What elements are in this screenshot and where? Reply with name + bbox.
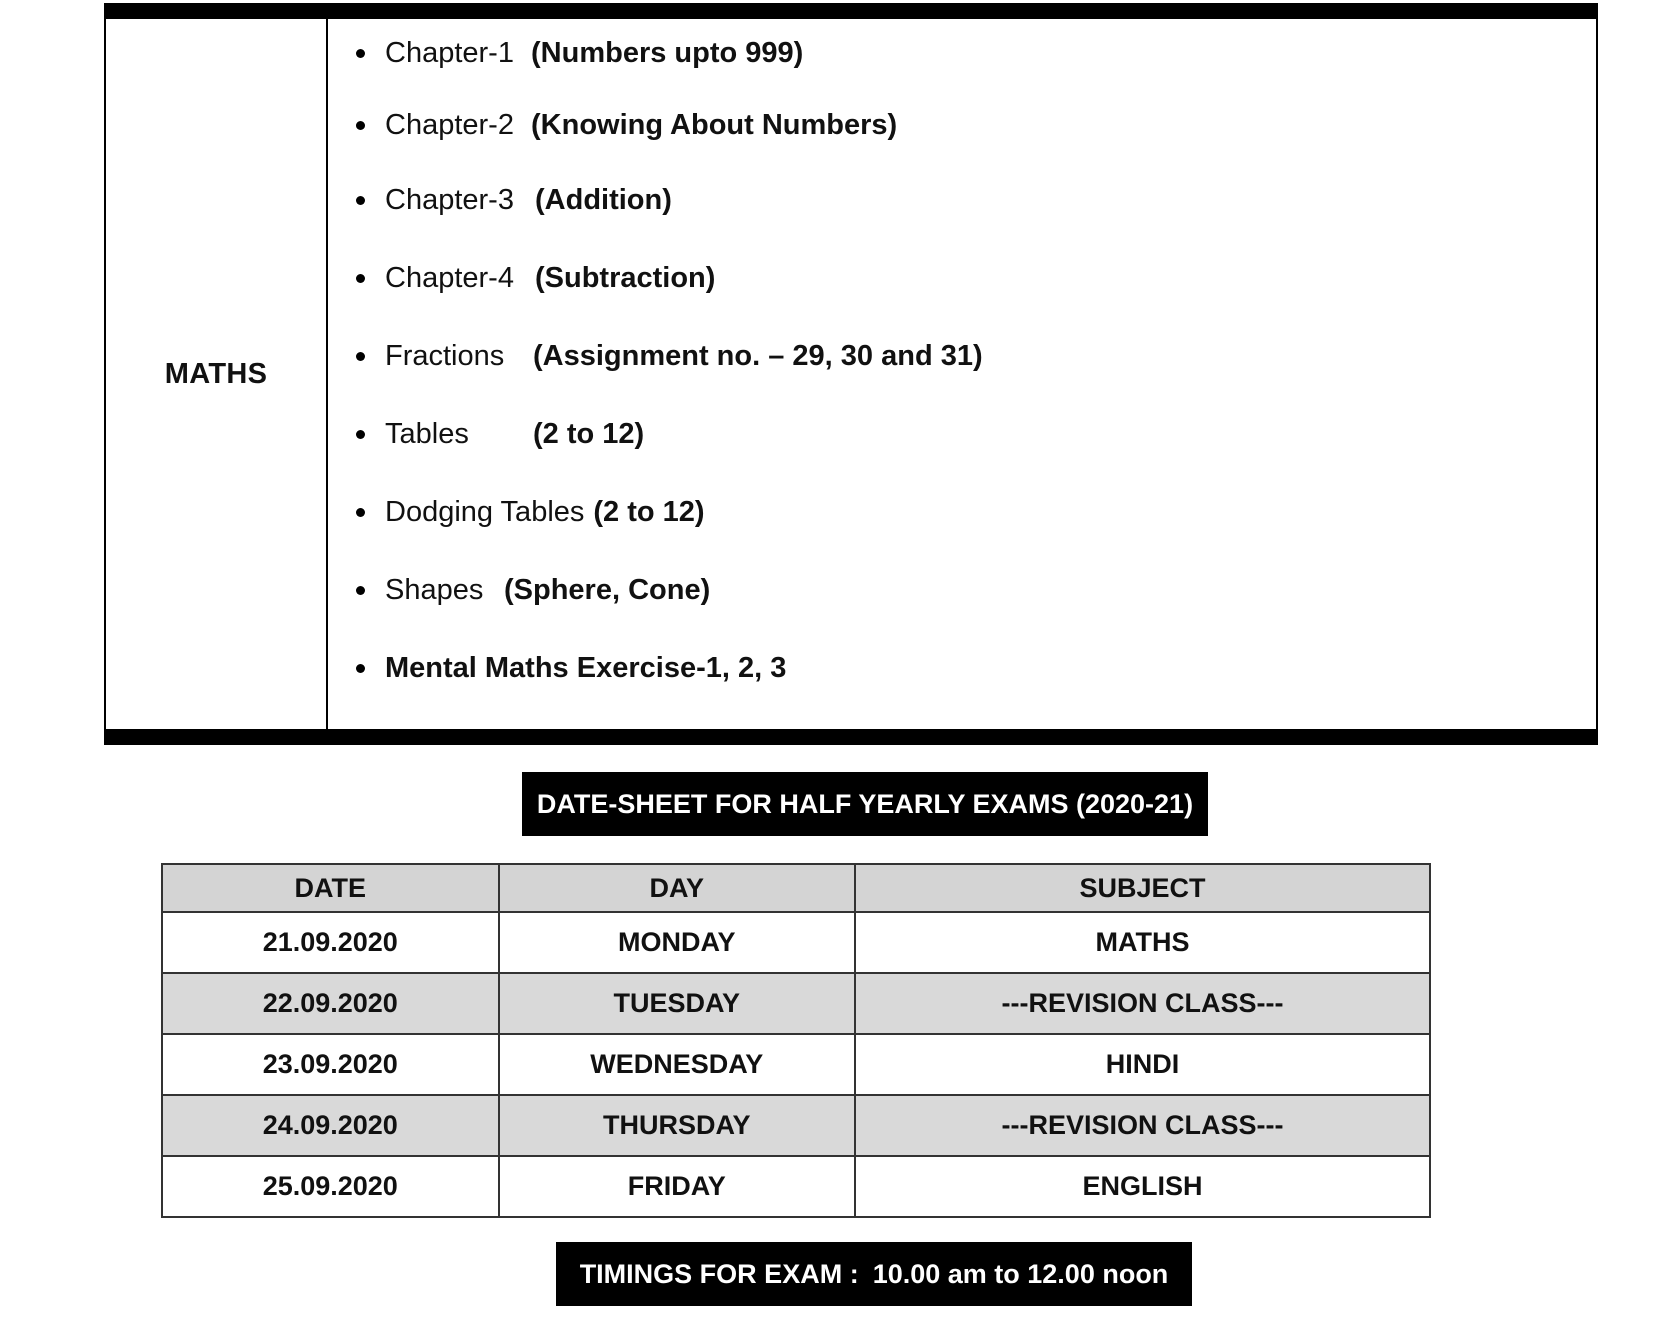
topic-name: Fractions [385,339,505,372]
bullet-icon [356,196,365,205]
column-header-subject: SUBJECT [855,864,1430,912]
timings-value: 10.00 am to 12.00 noon [872,1258,1169,1289]
datesheet-title [522,772,1208,836]
bullet-icon [356,508,365,517]
list-item [356,33,803,73]
topic-detail: (2 to 12) [533,417,645,450]
table-top-border [104,3,1598,19]
list-item [356,336,983,376]
topic-name: Shapes [385,573,484,606]
day-cell: TUESDAY [499,973,856,1034]
date-cell: 24.09.2020 [162,1095,499,1156]
syllabus-table [104,3,1598,745]
column-header-day: DAY [499,864,856,912]
table-row [162,1095,1430,1156]
day-cell: WEDNESDAY [499,1034,856,1095]
subject-cell: ---REVISION CLASS--- [855,1095,1430,1156]
topic-detail: (Subtraction) [535,261,716,294]
topic-name: Chapter-1 [385,36,514,69]
day-cell: MONDAY [499,912,856,973]
day-cell: FRIDAY [499,1156,856,1217]
date-cell: 25.09.2020 [162,1156,499,1217]
topic-detail: (Numbers upto 999) [531,36,804,69]
bullet-icon [356,274,365,283]
date-cell: 23.09.2020 [162,1034,499,1095]
topic-detail: (Sphere, Cone) [504,573,711,606]
day-cell: THURSDAY [499,1095,856,1156]
table-row [162,1034,1430,1095]
list-item [356,180,672,220]
subject-cell: HINDI [855,1034,1430,1095]
list-item [356,414,644,454]
date-cell: 22.09.2020 [162,973,499,1034]
bullet-icon [356,586,365,595]
bullet-icon [356,664,365,673]
subject-name: MATHS [164,357,268,390]
table-row [162,912,1430,973]
bullet-icon [356,121,365,130]
table-bottom-border [104,729,1598,745]
topic-name: Tables [385,417,469,450]
list-item [356,570,710,610]
subject-cell: MATHS [855,912,1430,973]
bullet-icon [356,352,365,361]
topic-detail: (2 to 12) [593,495,705,528]
table-row [162,973,1430,1034]
topic-name: Chapter-2 [385,108,514,141]
topic-name: Chapter-3 [385,183,514,216]
table-row [162,1156,1430,1217]
topic-detail: (Addition) [535,183,672,216]
datesheet-title-text: DATE-SHEET FOR HALF YEARLY EXAMS (2020-21) [536,788,1194,819]
topic-detail: (Assignment no. – 29, 30 and 31) [533,339,983,372]
subject-cell [106,19,326,729]
list-item [356,648,786,688]
column-header-date: DATE [162,864,499,912]
timings-label: TIMINGS FOR EXAM : [579,1258,859,1289]
list-item [356,258,715,298]
exam-timings [556,1242,1192,1306]
date-cell: 21.09.2020 [162,912,499,973]
list-item [356,492,705,532]
exam-schedule-table [161,863,1431,1218]
topic-name: Chapter-4 [385,261,514,294]
list-item [356,105,897,145]
topic-detail: (Knowing About Numbers) [531,108,898,141]
column-divider [326,19,328,729]
topic-detail: Mental Maths Exercise-1, 2, 3 [385,651,787,684]
topic-name: Dodging Tables [385,495,585,528]
subject-cell: ENGLISH [855,1156,1430,1217]
table-header-row [162,864,1430,912]
bullet-icon [356,49,365,58]
subject-cell: ---REVISION CLASS--- [855,973,1430,1034]
bullet-icon [356,430,365,439]
